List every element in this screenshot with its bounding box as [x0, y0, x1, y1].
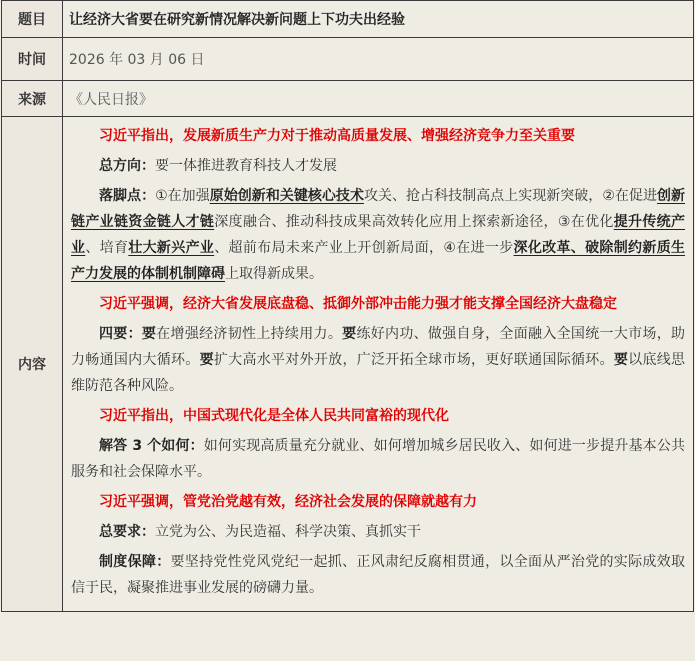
text: 深度融合、推动科技成果高效转化应用上探索新途径，③在优化 [214, 214, 614, 230]
emphasis: 壮大新兴产业 [128, 240, 215, 256]
emphasis: 要 [199, 352, 214, 368]
text: ①在加强 [155, 188, 210, 204]
title-value: 让经济大省要在研究新情况解决新问题上下功夫出经验 [63, 1, 694, 38]
heading-1: 习近平指出，发展新质生产力对于推动高质量发展、增强经济竞争力至关重要 [99, 128, 575, 144]
text: 要坚持党性党风党纪一起抓、正风肃纪反腐相贯通，以全面从严治党的实际成效取信于民，凝聚推进事业发展的磅礴力量。 [71, 554, 685, 596]
document-table [1, 0, 694, 612]
row-title [2, 1, 694, 38]
emphasis: 要 [613, 352, 629, 368]
para-key: 解答 3 个如何： [99, 438, 204, 454]
text: 攻关、抢占科技制高点上实现新突破，②在促进 [363, 188, 657, 204]
para-key: 制度保障： [99, 554, 171, 570]
content-body [63, 117, 694, 612]
emphasis: 原始创新和关键核心技术 [209, 188, 364, 204]
para-general-requirement [71, 519, 685, 545]
text: 立党为公、为民造福、科学决策、真抓实干 [155, 524, 421, 540]
source-value: 《人民日报》 [63, 81, 694, 117]
para-focus-key: 落脚点： [99, 188, 156, 204]
emphasis: 深化改革、破除制约新质生产力发展的体制机制障碍 [71, 240, 686, 282]
heading-4: 习近平强调，管党治党越有效，经济社会发展的保障就越有力 [99, 494, 477, 510]
text: 、培育 [85, 240, 129, 256]
emphasis: 要 [141, 326, 157, 342]
para-direction-text: 要一体推进教育科技人才发展 [155, 158, 337, 174]
title-label: 题目 [2, 1, 63, 38]
emphasis: 提升传统产业 [71, 214, 685, 256]
para-institutional-guarantee [71, 549, 685, 601]
time-value: 2026 年 03 月 06 日 [63, 38, 694, 81]
time-label: 时间 [2, 38, 63, 81]
heading-3: 习近平指出，中国式现代化是全体人民共同富裕的现代化 [99, 408, 449, 424]
text: 、超前布局未来产业上开创新局面，④在进一步 [214, 240, 514, 256]
text: 以底线思维防范各种风险。 [71, 352, 686, 394]
para-direction-key: 总方向： [99, 158, 155, 174]
text: 扩大高水平对外开放，广泛开拓全球市场，更好联通国际循环。 [213, 352, 614, 368]
emphasis: 创新链产业链资金链人才链 [71, 188, 685, 230]
row-time [2, 38, 694, 81]
para-key: 四要： [99, 326, 142, 342]
source-label: 来源 [2, 81, 63, 117]
para-focus [71, 183, 685, 287]
row-content [2, 117, 694, 612]
text: 上取得新成果。 [225, 266, 323, 282]
emphasis: 要 [342, 326, 357, 342]
heading-2: 习近平强调，经济大省发展底盘稳、抵御外部冲击能力强才能支撑全国经济大盘稳定 [99, 296, 617, 312]
row-source [2, 81, 694, 117]
text: 在增强经济韧性上持续用力。 [156, 326, 343, 342]
text: 练好内功、做强自身，全面融入全国统一大市场，助力畅通国内大循环。 [71, 326, 686, 368]
para-three-hows [71, 433, 685, 485]
content-label: 内容 [2, 117, 63, 612]
para-key: 总要求： [99, 524, 155, 540]
text: 如何实现高质量充分就业、如何增加城乡居民收入、如何进一步提升基本公共服务和社会保障水平。 [71, 438, 685, 480]
para-direction [71, 153, 685, 179]
para-four-musts [71, 321, 685, 399]
